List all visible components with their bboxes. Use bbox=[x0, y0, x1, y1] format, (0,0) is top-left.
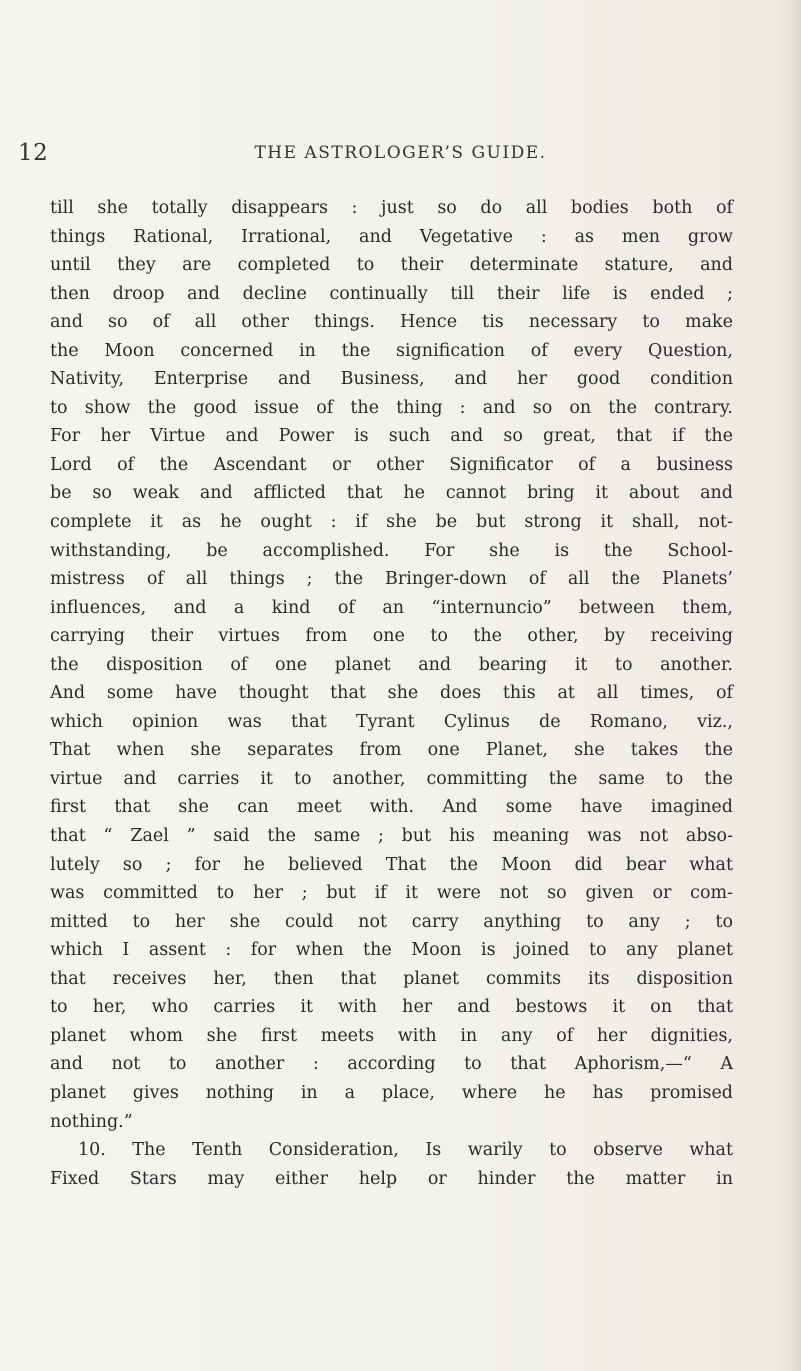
text-line: influences, and a kind of an “internuncio” between them, bbox=[50, 597, 733, 618]
text-line: and so of all other things. Hence tis necessary to make bbox=[50, 312, 733, 333]
text-line: which opinion was that Tyrant Cylinus de Romano, viz., bbox=[50, 711, 733, 732]
text-line: And some have thought that she does this at all times, of bbox=[50, 683, 733, 704]
text-line: carrying their virtues from one to the other, by receiving bbox=[50, 626, 733, 647]
text-line: that receives her, then that planet commits its disposition bbox=[50, 968, 733, 989]
body-text bbox=[50, 194, 733, 1193]
text-line: first that she can meet with. And some have imagined bbox=[50, 797, 733, 818]
text-line: things Rational, Irrational, and Vegetative : as men grow bbox=[50, 226, 733, 247]
text-line: and not to another : according to that Aphorism,—“ A bbox=[50, 1054, 733, 1075]
text-line: till she totally disappears : just so do all bodies both of bbox=[50, 198, 733, 218]
text-line: Lord of the Ascendant or other Significator of a business bbox=[50, 454, 733, 475]
text-line: planet gives nothing in a place, where he has promised bbox=[50, 1082, 733, 1103]
paragraph-end-line: nothing.” bbox=[50, 1111, 133, 1132]
text-line: to her, who carries it with her and bestows it on that bbox=[50, 997, 733, 1018]
text-line: That when she separates from one Planet, she takes the bbox=[50, 740, 733, 761]
text-line: was committed to her ; but if it were not so given or com- bbox=[50, 883, 733, 904]
text-line: mistress of all things ; the Bringer-down of all the Planets’ bbox=[50, 569, 733, 590]
page-header bbox=[0, 136, 801, 170]
text-line: complete it as he ought : if she be but strong it shall, not- bbox=[50, 512, 733, 533]
text-line: the disposition of one planet and bearing it to another. bbox=[50, 654, 733, 675]
text-line: the Moon concerned in the signification of every Question, bbox=[50, 340, 733, 361]
text-line: lutely so ; for he believed That the Moon did bear what bbox=[50, 854, 733, 875]
text-line: that “ Zael ” said the same ; but his meaning was not abso- bbox=[50, 826, 733, 847]
page-number: 12 bbox=[18, 140, 49, 166]
text-line: Nativity, Enterprise and Business, and her good condition bbox=[50, 369, 733, 390]
running-head: THE ASTROLOGER’S GUIDE. bbox=[254, 143, 547, 163]
page-edge-shadow bbox=[787, 0, 801, 1371]
text-line: Fixed Stars may either help or hinder the matter in bbox=[50, 1168, 733, 1189]
text-line: withstanding, be accomplished. For she is the School- bbox=[50, 540, 733, 561]
section-start-line: 10. The Tenth Consideration, Is warily to observe what bbox=[78, 1140, 733, 1161]
text-line: virtue and carries it to another, committing the same to the bbox=[50, 768, 733, 789]
text-line: then droop and decline continually till their life is ended ; bbox=[50, 283, 733, 304]
text-line: to show the good issue of the thing : and so on the contrary. bbox=[50, 397, 733, 418]
text-line: be so weak and afflicted that he cannot bring it about and bbox=[50, 483, 733, 504]
text-line: planet whom she first meets with in any of her dignities, bbox=[50, 1025, 733, 1046]
text-line: until they are completed to their determinate stature, and bbox=[50, 255, 733, 276]
text-line: For her Virtue and Power is such and so great, that if the bbox=[50, 426, 733, 447]
text-line: which I assent : for when the Moon is joined to any planet bbox=[50, 940, 733, 961]
text-line: mitted to her she could not carry anything to any ; to bbox=[50, 911, 733, 932]
